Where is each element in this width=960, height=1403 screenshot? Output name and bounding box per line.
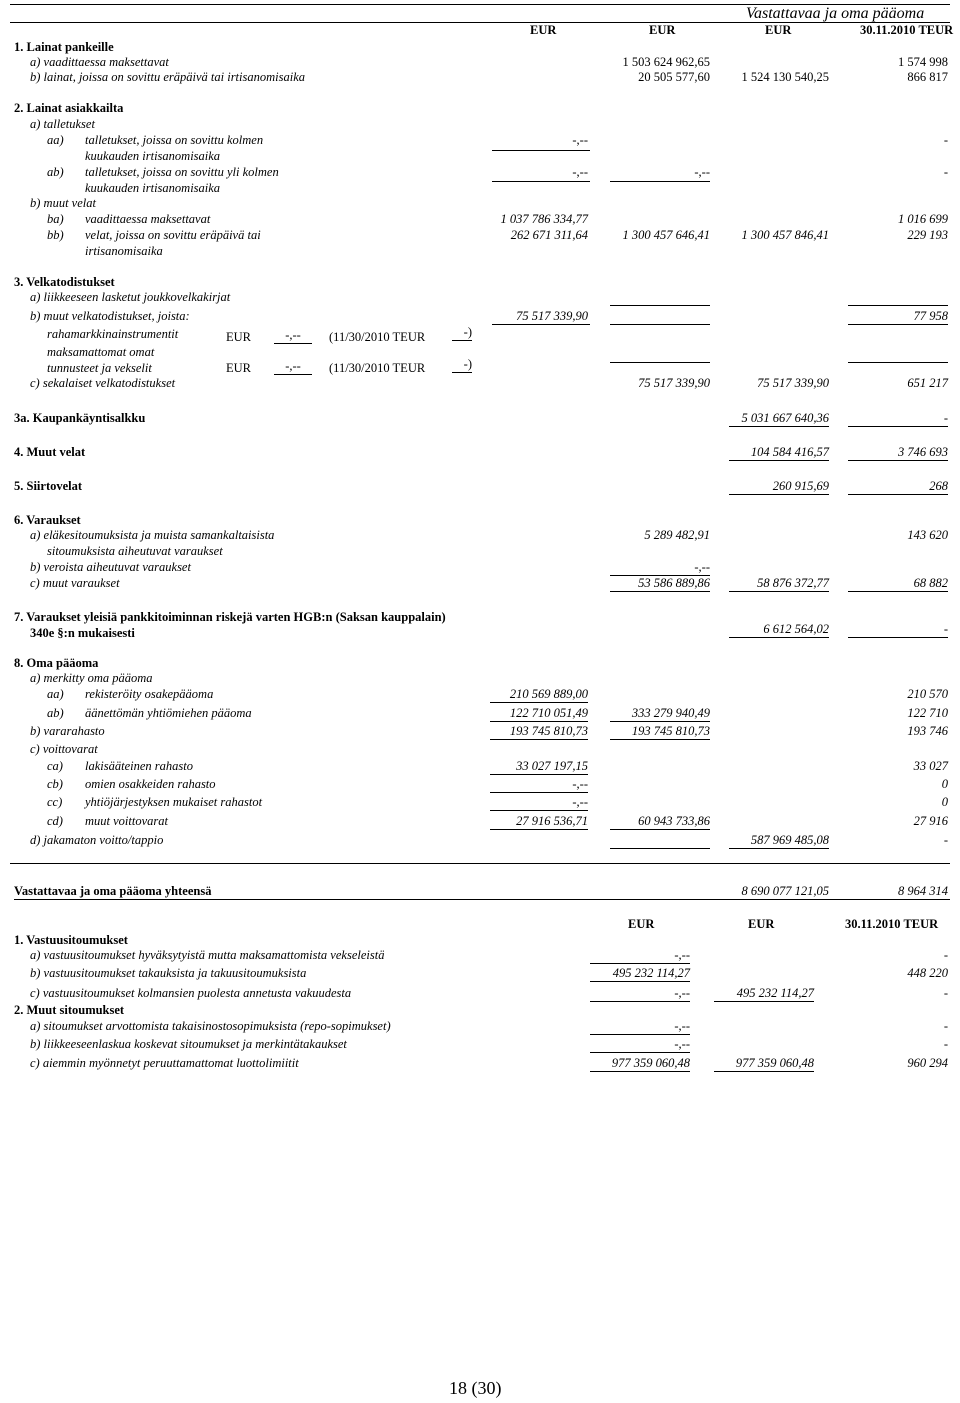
underline [492, 324, 590, 325]
row-value: 53 586 889,86 [610, 576, 710, 592]
row-value: 20 505 577,60 [638, 70, 710, 84]
row-value: -,-- [610, 560, 710, 576]
row-label: kuukauden irtisanomisaika [85, 181, 221, 195]
row-value: 6 612 564,02 [729, 622, 829, 638]
prior-year-value: -) [452, 357, 472, 373]
row-value: - [848, 622, 948, 638]
currency-label: EUR [226, 330, 251, 344]
section-title: 7. Varaukset yleisiä pankkitoiminnan riskejä varten HGB:n (Saksan kauppalain) [14, 610, 446, 624]
row-label: a) vaadittaessa maksettavat [30, 55, 169, 69]
underline [492, 150, 590, 151]
row-label: sitoumuksista aiheutuvat varaukset [47, 544, 223, 558]
row-value: 33 027 [913, 759, 948, 773]
row-label: d) jakamaton voitto/tappio [30, 833, 164, 847]
row-value: 1 503 624 962,65 [622, 55, 710, 69]
section-title: 2. Lainat asiakkailta [14, 101, 124, 115]
row-label: b) lainat, joissa on sovittu eräpäivä tai irtisanomisaika [30, 70, 305, 84]
section-title: 340e §:n mukaisesti [30, 626, 135, 640]
underline [610, 324, 710, 325]
section-title: 1. Lainat pankeille [14, 40, 114, 54]
row-value: 77 958 [913, 309, 948, 323]
col-header-4: 30.11.2010 TEUR [860, 23, 954, 37]
row-value: 1 574 998 [898, 55, 948, 69]
row-value: 1 300 457 646,41 [622, 228, 710, 242]
row-label: b) liikkeeseenlaskua koskevat sitoumukset ja merkintätakaukset [30, 1037, 347, 1051]
row-label: tunnusteet ja vekselit [47, 361, 152, 375]
row-label: rahamarkkinainstrumentit [47, 327, 179, 341]
col-header-2: EUR [649, 23, 676, 37]
row-value: 260 915,69 [729, 479, 829, 495]
col-header-3: 30.11.2010 TEUR [845, 917, 939, 931]
row-label: muut voittovarat [85, 814, 168, 828]
page-number: 18 (30) [449, 1378, 502, 1398]
row-tag: ab) [47, 706, 64, 720]
row-value: 1 016 699 [898, 212, 948, 226]
row-value: -,-- [572, 133, 588, 147]
currency-label: EUR [226, 361, 251, 375]
section-title: 4. Muut velat [14, 445, 86, 459]
row-value: - [943, 833, 948, 847]
row-value: -,-- [590, 986, 690, 1002]
row-label: kuukauden irtisanomisaika [85, 149, 221, 163]
row-value: - [943, 133, 948, 147]
row-value: 122 710 051,49 [490, 706, 588, 722]
row-value: 5 031 667 640,36 [729, 411, 829, 427]
row-value: - [943, 1019, 948, 1033]
row-value: 229 193 [907, 228, 948, 242]
row-value: 977 359 060,48 [714, 1056, 814, 1072]
row-label: omien osakkeiden rahasto [85, 777, 216, 791]
underline [610, 181, 710, 182]
row-value: -,-- [572, 165, 588, 179]
row-tag: ab) [47, 165, 64, 179]
row-value: -,-- [590, 948, 690, 964]
total-value: 8 964 314 [898, 884, 948, 898]
section-title: 2. Muut sitoumukset [14, 1003, 125, 1017]
underline [610, 848, 710, 849]
row-value: 193 745 810,73 [490, 724, 588, 740]
row-value: 193 745 810,73 [610, 724, 710, 740]
row-label: a) liikkeeseen lasketut joukkovelkakirjat [30, 290, 231, 304]
row-value: 68 882 [848, 576, 948, 592]
row-value: 210 569 889,00 [490, 687, 588, 703]
row-tag: cc) [47, 795, 63, 809]
row-value: 104 584 416,57 [729, 445, 829, 461]
page-title: Vastattavaa ja oma pääoma [746, 5, 925, 22]
col-header-2: EUR [748, 917, 775, 931]
row-label: velat, joissa on sovittu eräpäivä tai [85, 228, 261, 242]
row-value: 1 524 130 540,25 [741, 70, 829, 84]
row-value: -,-- [590, 1037, 690, 1053]
row-value: -,-- [694, 165, 710, 179]
row-value: 495 232 114,27 [714, 986, 814, 1002]
sub-value: -,-- [274, 359, 312, 375]
row-value: 333 279 940,49 [610, 706, 710, 722]
total-rule [10, 863, 950, 864]
row-value: 977 359 060,48 [590, 1056, 690, 1072]
section-title: 8. Oma pääoma [14, 656, 99, 670]
row-value: 75 517 339,90 [757, 376, 829, 390]
row-value: - [943, 986, 948, 1000]
row-value: 866 817 [907, 70, 948, 84]
row-value: 0 [941, 777, 948, 791]
row-label: b) muut velkatodistukset, joista: [30, 309, 190, 323]
row-value: 58 876 372,77 [729, 576, 829, 592]
row-value: 210 570 [907, 687, 948, 701]
row-label: yhtiöjärjestyksen mukaiset rahastot [85, 795, 263, 809]
row-value: 5 289 482,91 [644, 528, 710, 542]
underline [610, 305, 710, 306]
row-label: c) sekalaiset velkatodistukset [30, 376, 176, 390]
row-value: 193 746 [907, 724, 948, 738]
row-tag: bb) [47, 228, 64, 242]
sub-value: -,-- [274, 328, 312, 344]
row-label: c) aiemmin myönnetyt peruuttamattomat luottolimiitit [30, 1056, 299, 1070]
row-tag: ba) [47, 212, 64, 226]
row-label: b) veroista aiheutuvat varaukset [30, 560, 191, 574]
row-label: a) eläkesitoumuksista ja muista samankaltaisista [30, 528, 275, 542]
row-tag: cd) [47, 814, 63, 828]
row-tag: aa) [47, 133, 64, 147]
row-label: a) vastuusitoumukset hyväksytyistä mutta maksamattomista vekseleistä [30, 948, 385, 962]
row-label: c) vastuusitoumukset kolmansien puolesta annetusta vakuudesta [30, 986, 352, 1000]
row-value: 448 220 [907, 966, 948, 980]
row-label: b) vararahasto [30, 724, 105, 738]
row-label: maksamattomat omat [47, 345, 155, 359]
row-value: 3 746 693 [848, 445, 948, 461]
total-label: Vastattavaa ja oma pääoma yhteensä [14, 884, 212, 898]
underline [848, 305, 948, 306]
row-value: 75 517 339,90 [516, 309, 588, 323]
row-label: äänettömän yhtiömiehen pääoma [85, 706, 252, 720]
row-label: a) talletukset [30, 117, 95, 131]
row-value: 0 [941, 795, 948, 809]
underline [610, 362, 710, 363]
row-value: -,-- [590, 1019, 690, 1035]
row-tag: cb) [47, 777, 63, 791]
section-title: 3a. Kaupankäyntisalkku [14, 411, 146, 425]
underline [848, 324, 948, 325]
row-value: - [943, 948, 948, 962]
row-value: 651 217 [907, 376, 948, 390]
row-label: a) merkitty oma pääoma [30, 671, 153, 685]
row-value: 33 027 197,15 [490, 759, 588, 775]
row-label: vaadittaessa maksettavat [85, 212, 211, 226]
row-value: 27 916 [913, 814, 948, 828]
row-tag: aa) [47, 687, 64, 701]
row-value: - [943, 1037, 948, 1051]
row-value: 262 671 311,64 [510, 228, 588, 242]
row-value: 960 294 [907, 1056, 948, 1070]
row-value: 75 517 339,90 [638, 376, 710, 390]
section-title: 6. Varaukset [14, 513, 81, 527]
prior-year-label: (11/30/2010 TEUR [329, 330, 426, 344]
row-label: c) muut varaukset [30, 576, 120, 590]
prior-year-label: (11/30/2010 TEUR [329, 361, 426, 375]
row-value: 60 943 733,86 [610, 814, 710, 830]
row-label: talletukset, joissa on sovittu yli kolmen [85, 165, 279, 179]
row-value: 122 710 [907, 706, 948, 720]
col-header-1: EUR [628, 917, 655, 931]
row-label: b) muut velat [30, 196, 96, 210]
row-value: - [848, 411, 948, 427]
row-label: talletukset, joissa on sovittu kolmen [85, 133, 264, 147]
row-tag: ca) [47, 759, 63, 773]
col-header-1: EUR [530, 23, 557, 37]
row-value: 27 916 536,71 [490, 814, 588, 830]
row-value: 268 [848, 479, 948, 495]
prior-year-value: -) [452, 325, 472, 341]
row-value: 143 620 [907, 528, 948, 542]
row-label: rekisteröity osakepääoma [85, 687, 214, 701]
underline [492, 181, 590, 182]
total-value: 8 690 077 121,05 [741, 884, 829, 898]
row-value: - [943, 165, 948, 179]
header-rule [10, 22, 950, 23]
row-value: -,-- [490, 795, 588, 811]
row-value: 587 969 485,08 [729, 833, 829, 849]
section-title: 3. Velkatodistukset [14, 275, 115, 289]
row-value: 1 300 457 846,41 [741, 228, 829, 242]
row-value: 495 232 114,27 [590, 966, 690, 982]
section-title: 1. Vastuusitoumukset [14, 933, 128, 947]
col-header-3: EUR [765, 23, 792, 37]
section-title: 5. Siirtovelat [14, 479, 83, 493]
row-label: b) vastuusitoumukset takauksista ja takuusitoumuksista [30, 966, 307, 980]
row-label: irtisanomisaika [85, 244, 163, 258]
row-label: c) voittovarat [30, 742, 98, 756]
row-value: 1 037 786 334,77 [500, 212, 588, 226]
underline [848, 362, 948, 363]
row-label: lakisääteinen rahasto [85, 759, 193, 773]
row-label: a) sitoumukset arvottomista takaisinostosopimuksista (repo-sopimukset) [30, 1019, 391, 1033]
row-value: -,-- [490, 777, 588, 793]
